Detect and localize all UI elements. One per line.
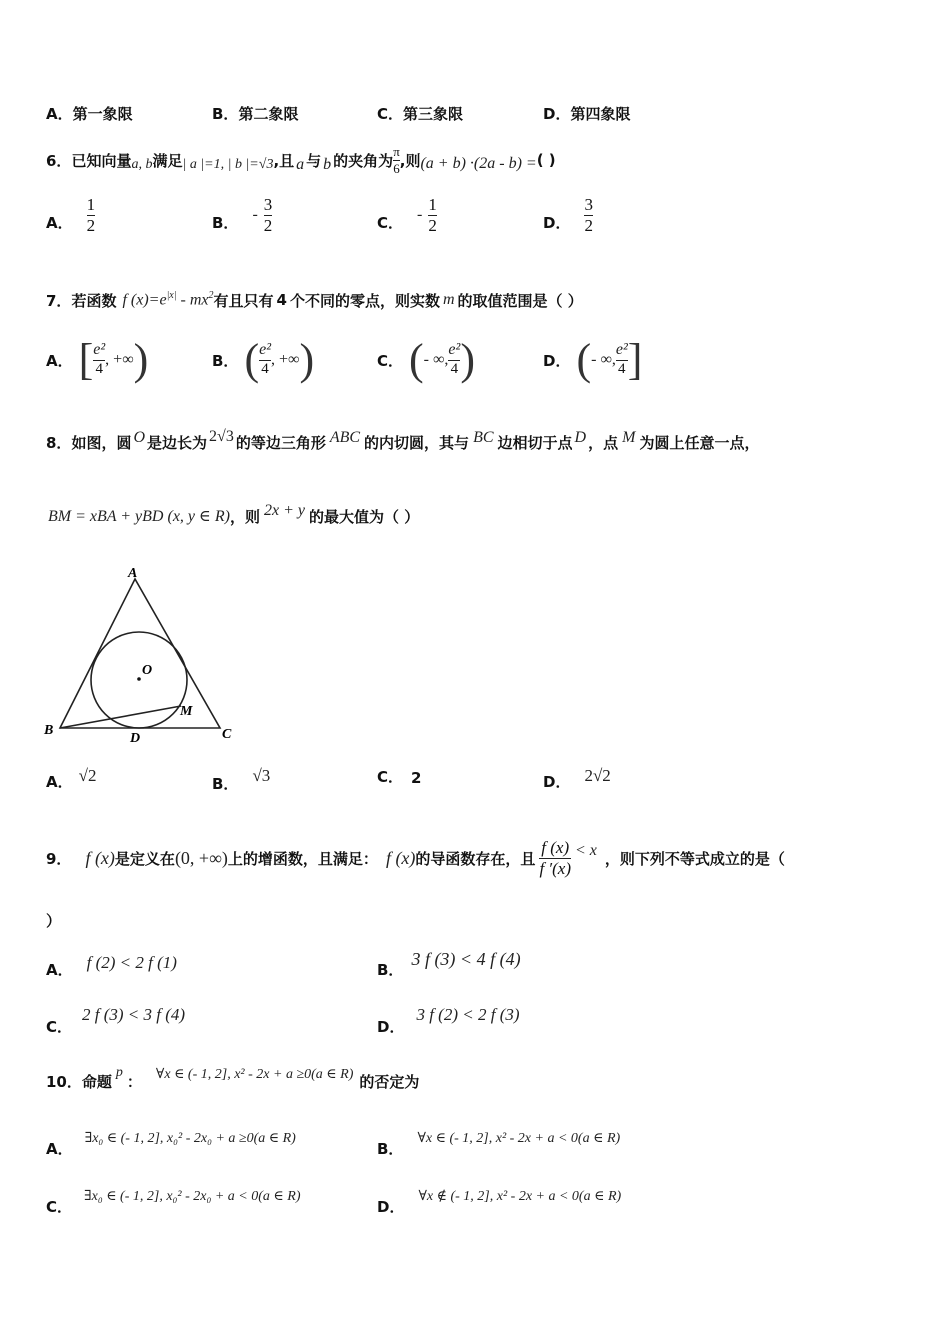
label-a: A <box>128 566 138 581</box>
q10-option-b[interactable]: B． ∀x ∈ (- 1, 2], x² - 2x + a < 0(a ∈ R) <box>377 1131 621 1158</box>
q6-angle-fraction: $\frac{\pi}{6}$ <box>393 143 400 176</box>
q6-option-b[interactable]: B． - $\frac{3}{2}$ <box>212 195 273 235</box>
q9-option-c[interactable]: C． 2 f (3) < 3 f (4) <box>46 1004 186 1036</box>
label-m: M <box>180 704 193 719</box>
q8-figure <box>40 560 250 750</box>
q10-stem: 10． 命题 p ： ∀x ∈ (- 1, 2], x² - 2x + a ≥0(a ∈ R) 的否定为 <box>46 1065 420 1091</box>
q6-option-a[interactable]: A． $\frac{1}{2}$ <box>46 195 96 235</box>
q6-option-d[interactable]: D． $\frac{3}{2}$ <box>543 195 593 235</box>
label-c: C <box>222 727 232 742</box>
q5-option-d[interactable]: D．第四象限 <box>543 105 631 123</box>
q8-option-c[interactable]: C． 2 <box>377 768 422 787</box>
center-point-o <box>137 677 141 681</box>
q10-option-a[interactable]: A． ∃x₀ ∈ (- 1, 2], x₀² - 2x₀ + a ≥0(a ∈ R) <box>46 1131 296 1158</box>
q9-stem: 9． f (x) 是定义在 (0, +∞) 上的增函数，且满足： f (x) 的导函数存在，且 $\frac{f (x)}{f '(x)}$ < x ，则下列不等式成立的是（ <box>46 837 785 878</box>
q7-option-c[interactable]: C． ( - ∞, $\frac{\text{e²}}{4}$ ) <box>377 335 475 384</box>
q10-option-d[interactable]: D． ∀x ∉ (- 1, 2], x² - 2x + a < 0(a ∈ R) <box>377 1189 622 1216</box>
q9-option-b[interactable]: B． 3 f (3) < 4 f (4) <box>377 949 521 979</box>
q8-condition: BM = xBA + yBD (x, y ∈ R) ，则 2x + y 的最大值为（ ） <box>48 502 420 526</box>
q7-option-b[interactable]: B． ( $\frac{\text{e²}}{4}$ , +∞ ) <box>212 335 315 384</box>
label-d: D <box>130 731 141 746</box>
q5-option-c[interactable]: C．第三象限 <box>377 105 464 123</box>
q6-option-c[interactable]: C． - $\frac{1}{2}$ <box>377 195 437 235</box>
q8-stem: 8． 如图，圆 O 是边长为 2√3 的等边三角形 ABC 的内切圆，其与 BC 边相切于点 D ，点 M 为圆上任意一点， <box>46 428 760 452</box>
q5-option-b[interactable]: B．第二象限 <box>212 105 299 123</box>
q9-close-paren: ） <box>46 912 62 930</box>
q8-option-a[interactable]: A． √2 <box>46 766 97 791</box>
label-o: O <box>142 663 153 678</box>
q9-option-d[interactable]: D． 3 f (2) < 2 f (3) <box>377 1004 520 1036</box>
q9-ratio-fraction: $\frac{f (x)}{f '(x)}$ <box>539 837 571 878</box>
q8-option-b[interactable]: B． √3 <box>212 766 271 793</box>
q9-option-a[interactable]: A． f (2) < 2 f (1) <box>46 952 177 979</box>
q10-option-c[interactable]: C． ∃x₀ ∈ (- 1, 2], x₀² - 2x₀ + a < 0(a ∈ R) <box>46 1189 301 1216</box>
label-b: B <box>44 723 54 738</box>
triangle-abc <box>60 579 220 728</box>
q7-stem: 7． 若函数 f $(x)=e^{|x|} - mx^2$ 有且只有 4 个不同的零点，则实数 m 的取值范围是（ ） <box>46 290 583 310</box>
q7-option-a[interactable]: A． [ $\frac{\text{e²}}{4}$ , +∞ ) <box>46 335 149 384</box>
q7-option-d[interactable]: D． ( - ∞, $\frac{\text{e²}}{4}$ ] <box>543 335 643 384</box>
q8-option-d[interactable]: D． 2√2 <box>543 766 611 791</box>
q6-stem: 6． 已知向量 a, b 满足 | a |=1, | b |=√3 ,且 a 与 b 的夹角为 $\frac{\pi}{6}$ ,则 (a + b) ·(2a - b) = ( ) <box>46 143 556 176</box>
q5-option-a[interactable]: A．第一象限 <box>46 105 133 123</box>
